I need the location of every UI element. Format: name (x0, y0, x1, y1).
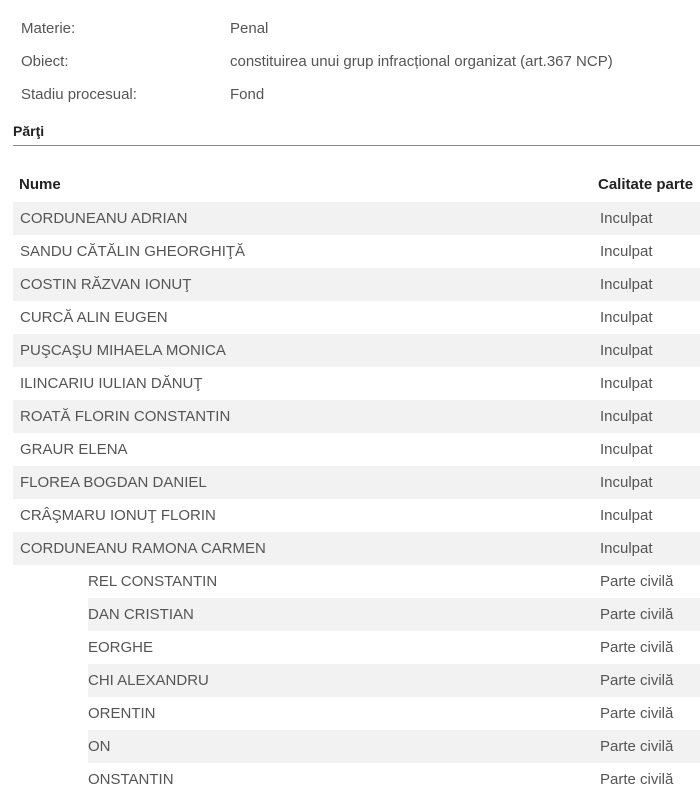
table-row (13, 268, 700, 301)
table-row (13, 235, 700, 268)
table-row (13, 631, 700, 664)
party-name: CORDUNEANU ADRIAN (20, 210, 188, 227)
section-title: Părţi (13, 123, 45, 139)
party-name: DAN CRISTIAN (88, 606, 194, 623)
section-divider (13, 145, 700, 146)
table-row (13, 697, 700, 730)
party-role: Parte civilă (600, 672, 674, 689)
party-role: Parte civilă (600, 573, 674, 590)
party-role: Parte civilă (600, 771, 674, 788)
detail-row-stadiu (0, 74, 700, 107)
detail-value: constituirea unui grup infracțional organizat (art.367 NCP) (230, 53, 613, 70)
party-role: Inculpat (600, 342, 653, 359)
party-role: Inculpat (600, 408, 653, 425)
table-body (13, 202, 700, 796)
parties-table (13, 166, 700, 796)
detail-label: Materie: (21, 20, 76, 37)
table-row (13, 664, 700, 697)
party-name: FLOREA BOGDAN DANIEL (20, 474, 207, 491)
table-row (13, 499, 700, 532)
party-role: Parte civilă (600, 738, 674, 755)
party-name: CURCĂ ALIN EUGEN (20, 309, 168, 326)
detail-value: Penal (230, 20, 269, 37)
table-row (13, 730, 700, 763)
table-row (13, 532, 700, 565)
party-role: Inculpat (600, 540, 653, 557)
redaction-mask (13, 697, 88, 730)
party-name: REL CONSTANTIN (88, 573, 218, 590)
party-role: Inculpat (600, 210, 653, 227)
party-role: Inculpat (600, 474, 653, 491)
detail-value: Fond (230, 86, 265, 103)
party-role: Inculpat (600, 243, 653, 260)
party-name: EORGHE (88, 639, 154, 656)
party-role: Parte civilă (600, 606, 674, 623)
party-role: Parte civilă (600, 705, 674, 722)
detail-label: Obiect: (21, 53, 69, 70)
table-row (13, 565, 700, 598)
table-header (13, 166, 700, 202)
party-name: PUŞCAŞU MIHAELA MONICA (20, 342, 226, 359)
party-name: ONSTANTIN (88, 771, 174, 788)
party-name: SANDU CĂTĂLIN GHEORGHIŢĂ (20, 243, 246, 260)
redaction-mask (13, 730, 88, 763)
party-name: ILINCARIU IULIAN DĂNUŢ (20, 375, 203, 392)
column-header-name: Nume (19, 176, 61, 193)
table-row (13, 598, 700, 631)
detail-label: Stadiu procesual: (21, 86, 137, 103)
party-name: ORENTIN (88, 705, 156, 722)
party-role: Inculpat (600, 276, 653, 293)
party-name: CORDUNEANU RAMONA CARMEN (20, 540, 266, 557)
detail-row-materie (0, 8, 700, 41)
table-row (13, 334, 700, 367)
table-row (13, 301, 700, 334)
party-name: ON (88, 738, 111, 755)
party-name: GRAUR ELENA (20, 441, 128, 458)
party-name: ROATĂ FLORIN CONSTANTIN (20, 408, 231, 425)
party-role: Inculpat (600, 507, 653, 524)
party-name: CRÂŞMARU IONUŢ FLORIN (20, 507, 216, 524)
redaction-mask (13, 565, 88, 598)
party-role: Parte civilă (600, 639, 674, 656)
table-row (13, 202, 700, 235)
party-name: COSTIN RĂZVAN IONUŢ (20, 276, 192, 293)
detail-row-obiect (0, 41, 700, 74)
table-row (13, 433, 700, 466)
table-row (13, 466, 700, 499)
redaction-mask (13, 631, 88, 664)
table-row (13, 763, 700, 796)
party-name: CHI ALEXANDRU (88, 672, 209, 689)
redaction-mask (13, 598, 88, 631)
party-role: Inculpat (600, 441, 653, 458)
column-header-role: Calitate parte (598, 176, 694, 193)
redaction-mask (13, 664, 88, 697)
party-role: Inculpat (600, 309, 653, 326)
redaction-mask (13, 763, 88, 796)
party-role: Inculpat (600, 375, 653, 392)
table-row (13, 367, 700, 400)
table-row (13, 400, 700, 433)
